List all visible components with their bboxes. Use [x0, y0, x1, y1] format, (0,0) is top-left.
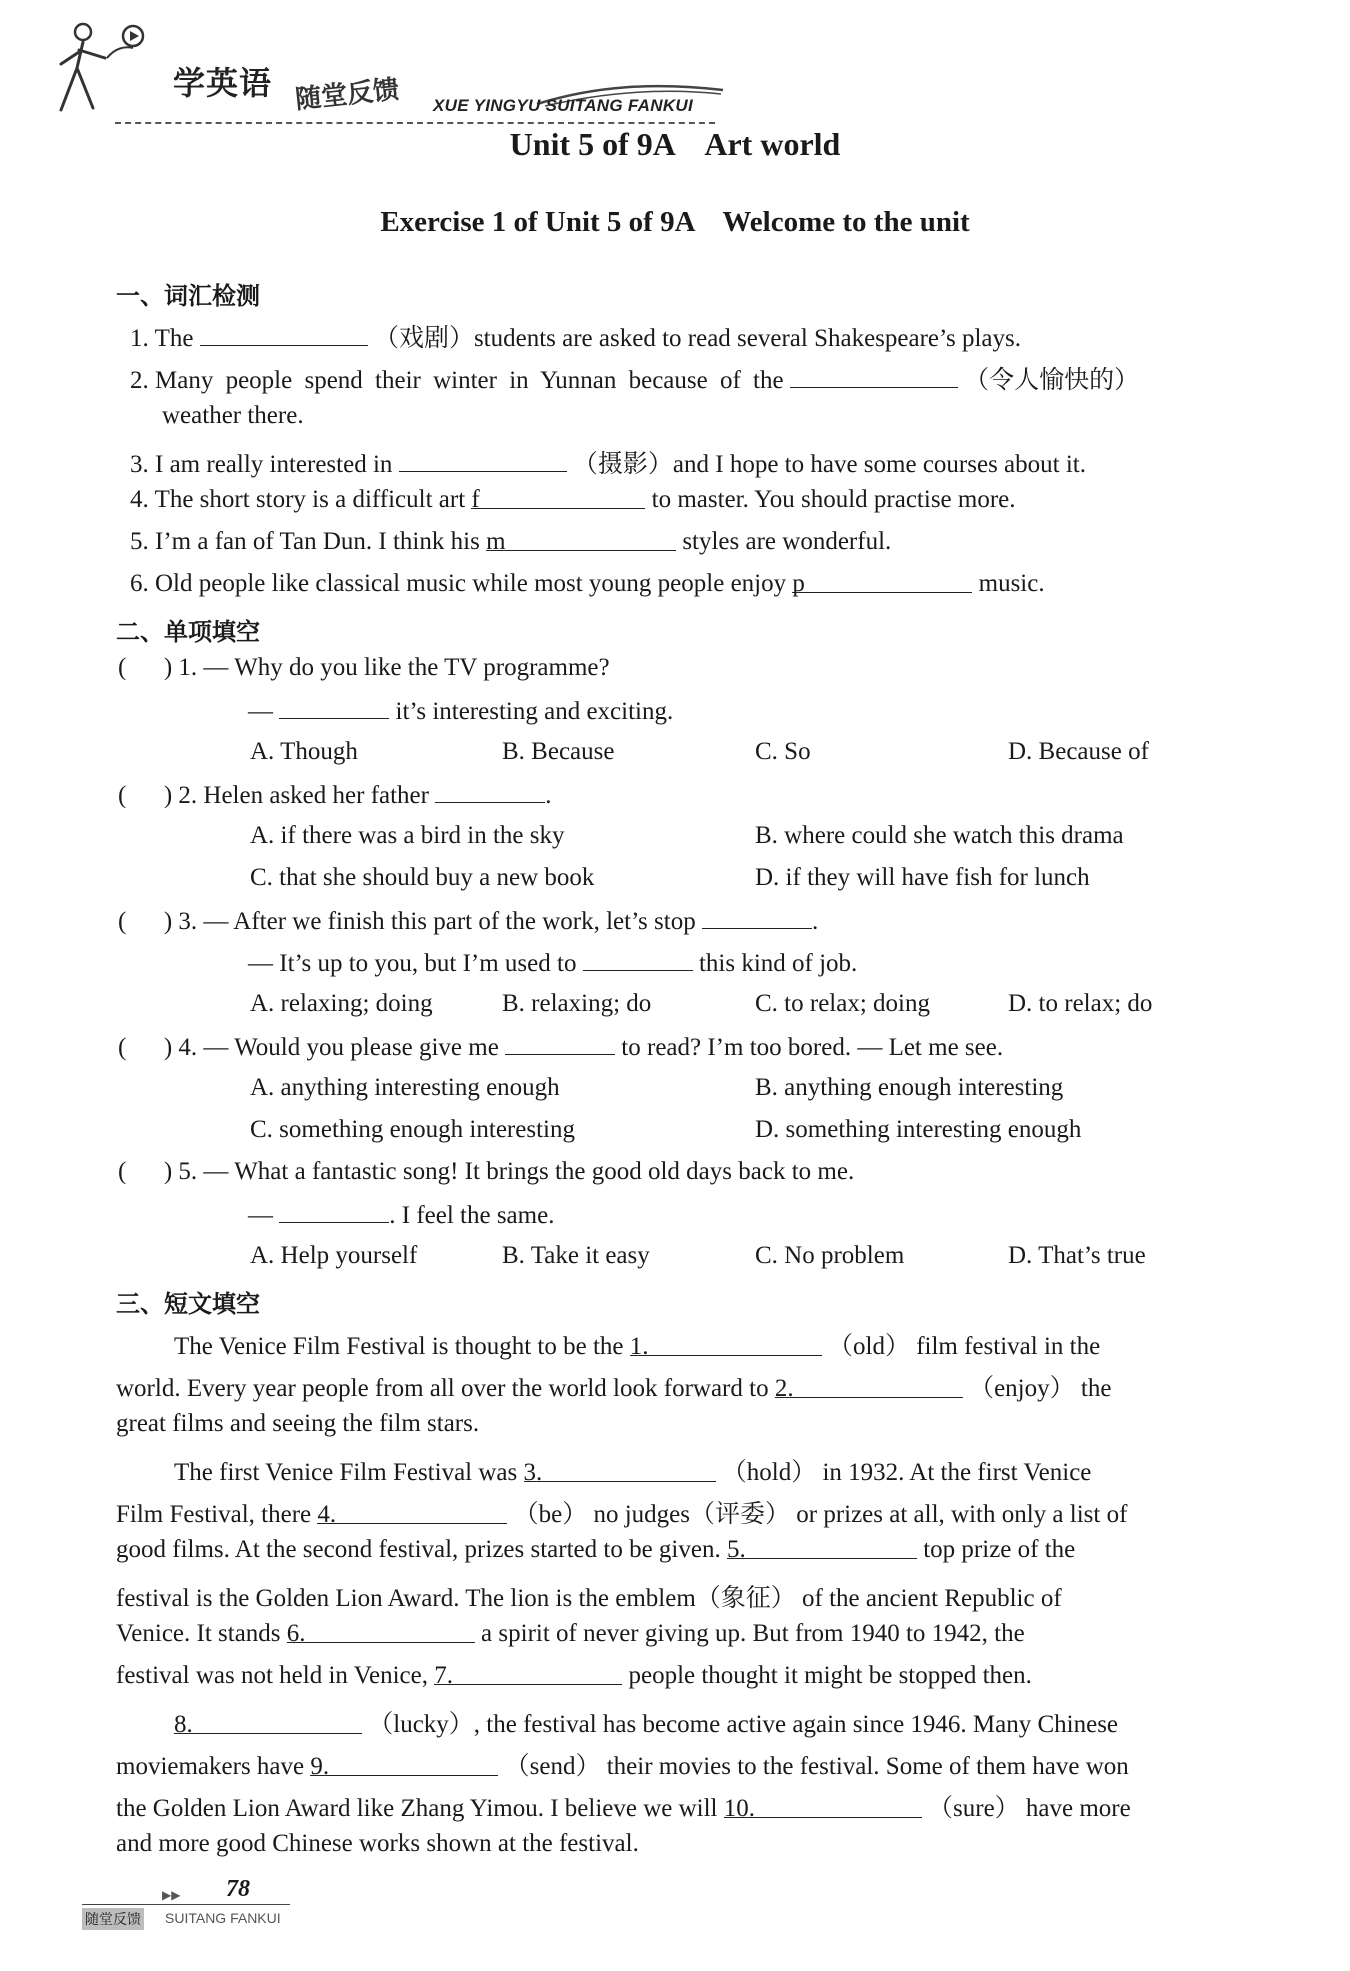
answer-blank[interactable]: 5. [727, 1536, 917, 1559]
vocab-item: 3. I am really interested in （摄影）and I hope to have some courses about it. [130, 451, 1086, 478]
section3-heading: 三、短文填空 [116, 1290, 260, 1318]
option-b[interactable]: B. where could she watch this drama [755, 822, 1124, 849]
vocab-item: 1. The （戏剧）students are asked to read several Shakespeare’s plays. [130, 325, 1021, 352]
option-a[interactable]: A. Though [250, 738, 358, 765]
answer-paren[interactable]: ( ) [118, 782, 173, 809]
option-d[interactable]: D. something interesting enough [755, 1116, 1082, 1143]
mc-question-line: — it’s interesting and exciting. [248, 698, 674, 725]
passage-line: moviemakers have 9. （send） their movies to the festival. Some of them have won [116, 1753, 1129, 1780]
answer-blank[interactable]: 9. [310, 1753, 498, 1776]
answer-paren[interactable]: ( ) [118, 1158, 173, 1185]
answer-blank[interactable] [399, 449, 567, 472]
answer-blank[interactable] [505, 1032, 615, 1055]
answer-blank[interactable] [583, 948, 693, 971]
runner-logo-icon [55, 18, 175, 118]
header-cn-title: 学英语 [173, 64, 273, 102]
passage-line: festival is the Golden Lion Award. The lion is the emblem（象征） of the ancient Republic of [116, 1585, 1062, 1612]
passage-line: 8. （lucky）, the festival has become active again since 1946. Many Chinese [174, 1711, 1119, 1738]
option-c[interactable]: C. to relax; doing [755, 990, 930, 1017]
mc-question: ( ) 1. — Why do you like the TV programme? [118, 654, 610, 681]
header-en-title: XUE YINGYU SUITANG FANKUI [433, 96, 694, 115]
option-b[interactable]: B. Because [502, 738, 615, 765]
passage-line: festival was not held in Venice, 7. people thought it might be stopped then. [116, 1662, 1032, 1689]
page-number: 78 [226, 1876, 250, 1902]
footer-arrows-icon: ▶▶ [162, 1888, 181, 1902]
vocab-item: 5. I’m a fan of Tan Dun. I think his m styles are wonderful. [130, 528, 892, 555]
option-b[interactable]: B. anything enough interesting [755, 1074, 1064, 1101]
mc-question-line: — . I feel the same. [248, 1202, 555, 1229]
option-d[interactable]: D. to relax; do [1008, 990, 1153, 1017]
passage-line: and more good Chinese works shown at the festival. [116, 1830, 639, 1857]
answer-paren[interactable]: ( ) [118, 1034, 173, 1061]
section1-heading: 一、词汇检测 [116, 282, 260, 310]
passage-line: world. Every year people from all over the world look forward to 2. （enjoy） the [116, 1375, 1112, 1402]
answer-blank[interactable]: f [471, 486, 645, 509]
footer-divider [82, 1904, 290, 1905]
unit-title: Unit 5 of 9A Art world [509, 126, 841, 162]
passage-line: The Venice Film Festival is thought to be the 1. （old） film festival in the [174, 1333, 1101, 1360]
answer-blank[interactable]: 1. [630, 1333, 822, 1356]
option-c[interactable]: C. that she should buy a new book [250, 864, 595, 891]
answer-blank[interactable]: 7. [434, 1662, 622, 1685]
mc-question-line: — It’s up to you, but I’m used to this kind of job. [248, 950, 858, 977]
option-b[interactable]: B. relaxing; do [502, 990, 652, 1017]
exercise-title: Exercise 1 of Unit 5 of 9A Welcome to the unit [380, 206, 970, 238]
mc-question: ( ) 3. — After we finish this part of the work, let’s stop . [118, 908, 819, 935]
passage-line: Venice. It stands 6. a spirit of never giving up. But from 1940 to 1942, the [116, 1620, 1025, 1647]
passage-line: the Golden Lion Award like Zhang Yimou. I believe we will 10. （sure） have more [116, 1795, 1131, 1822]
header-cn-subtitle: 随堂反馈 [293, 74, 401, 116]
mc-question: ( ) 5. — What a fantastic song! It brings the good old days back to me. [118, 1158, 855, 1185]
option-c[interactable]: C. something enough interesting [250, 1116, 575, 1143]
answer-blank[interactable]: 6. [287, 1620, 475, 1643]
passage-line: good films. At the second festival, prizes started to be given. 5. top prize of the [116, 1536, 1076, 1563]
answer-blank[interactable]: 4. [317, 1501, 507, 1524]
option-a[interactable]: A. Help yourself [250, 1242, 418, 1269]
answer-blank[interactable] [279, 696, 389, 719]
vocab-item: 4. The short story is a difficult art f to master. You should practise more. [130, 486, 1016, 513]
answer-blank[interactable]: 10. [724, 1795, 922, 1818]
option-a[interactable]: A. anything interesting enough [250, 1074, 560, 1101]
answer-blank[interactable] [790, 365, 958, 388]
option-d[interactable]: D. Because of [1008, 738, 1149, 765]
vocab-item: 2. Many people spend their winter in Yunnan because of the （令人愉快的） [130, 367, 1140, 394]
answer-blank[interactable] [279, 1200, 389, 1223]
vocab-item: 6. Old people like classical music while most young people enjoy p music. [130, 570, 1045, 597]
answer-blank[interactable]: 3. [524, 1459, 716, 1482]
answer-blank[interactable] [702, 906, 812, 929]
option-c[interactable]: C. No problem [755, 1242, 905, 1269]
mc-question: ( ) 4. — Would you please give me to read? I’m too bored. — Let me see. [118, 1034, 1004, 1061]
mc-question: ( ) 2. Helen asked her father . [118, 782, 552, 809]
header [55, 18, 695, 118]
section2-heading: 二、单项填空 [116, 618, 260, 646]
answer-paren[interactable]: ( ) [118, 908, 173, 935]
passage-line: great films and seeing the film stars. [116, 1410, 480, 1437]
footer-tag: 随堂反馈 [82, 1908, 144, 1930]
option-c[interactable]: C. So [755, 738, 811, 765]
answer-blank[interactable] [435, 780, 545, 803]
answer-blank[interactable]: 8. [174, 1711, 362, 1734]
answer-paren[interactable]: ( ) [118, 654, 173, 681]
option-a[interactable]: A. if there was a bird in the sky [250, 822, 565, 849]
footer-en-label: SUITANG FANKUI [165, 1910, 281, 1926]
option-d[interactable]: D. That’s true [1008, 1242, 1146, 1269]
option-a[interactable]: A. relaxing; doing [250, 990, 433, 1017]
vocab-item-continuation: weather there. [162, 402, 304, 429]
answer-blank[interactable]: p [792, 570, 972, 593]
option-d[interactable]: D. if they will have fish for lunch [755, 864, 1090, 891]
header-divider [115, 122, 715, 124]
answer-blank[interactable] [200, 323, 368, 346]
passage-line: Film Festival, there 4. （be） no judges（评委） or prizes at all, with only a list of [116, 1501, 1128, 1528]
option-b[interactable]: B. Take it easy [502, 1242, 650, 1269]
passage-line: The first Venice Film Festival was 3. （hold） in 1932. At the first Venice [174, 1459, 1092, 1486]
answer-blank[interactable]: m [486, 528, 676, 551]
answer-blank[interactable]: 2. [775, 1375, 963, 1398]
